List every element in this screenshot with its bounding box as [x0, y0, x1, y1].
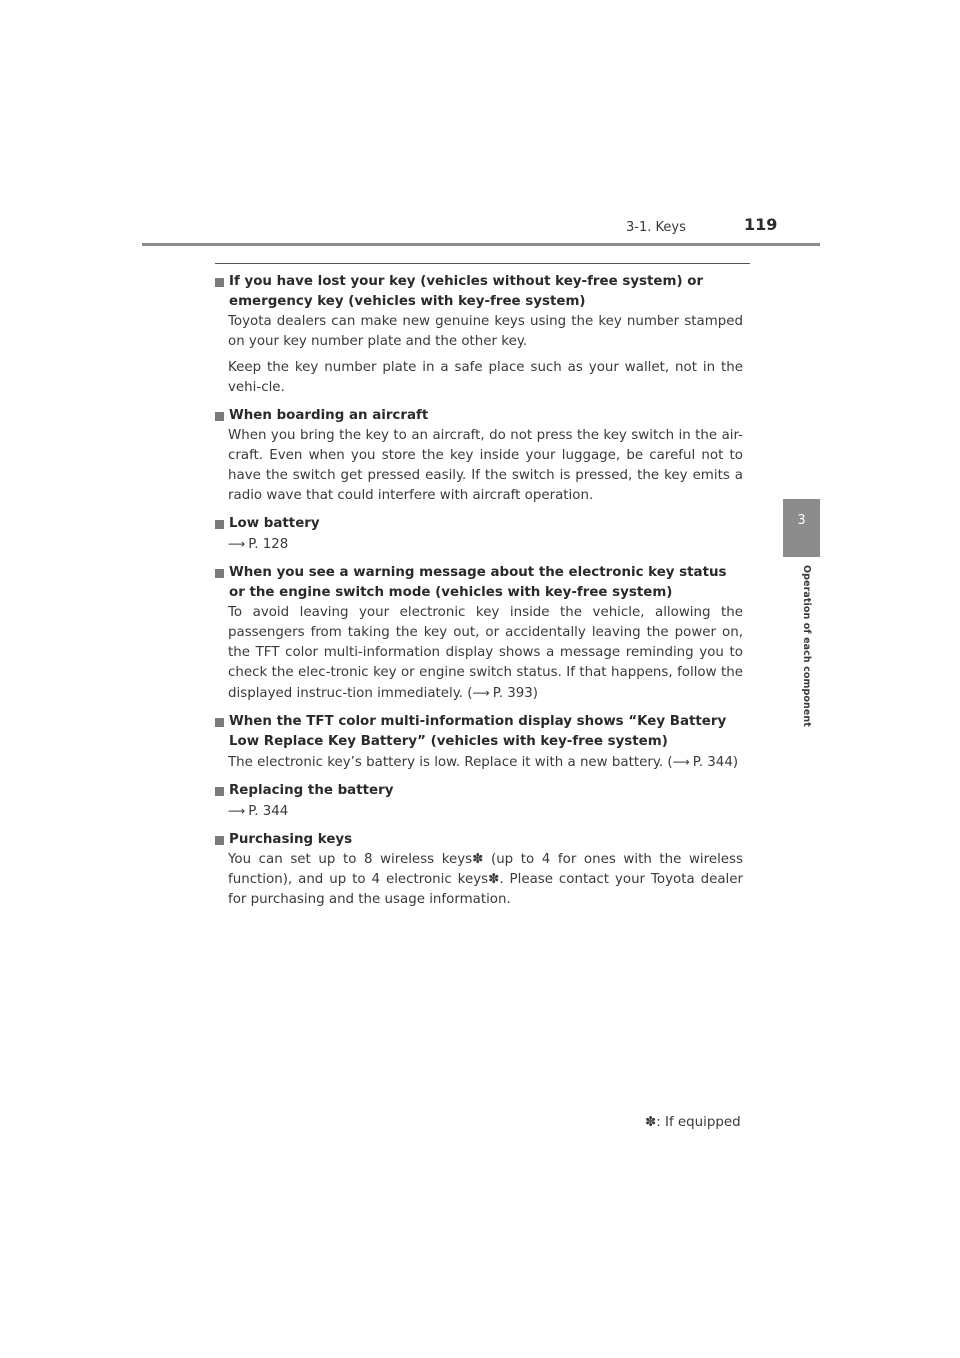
reference-text: P. 344 [248, 804, 289, 819]
header-section-label: 3-1. Keys [626, 220, 686, 235]
asterisk-icon: ✽ [645, 1115, 657, 1130]
paragraph-text: (up to 4 for ones with the wireless function), and up to 4 electronic keys [228, 852, 743, 887]
page-reference-link[interactable] [228, 801, 743, 822]
section-warning-message [215, 563, 743, 704]
paragraph-text: The electronic key’s battery is low. Replace it with a new battery. ( [228, 755, 673, 770]
reference-text: P. 344 [692, 755, 733, 770]
section-aircraft [215, 406, 743, 506]
section-heading [215, 712, 743, 752]
section-lost-key [215, 272, 743, 398]
content-top-rule [215, 263, 750, 264]
arrow-right-icon: ⟶ [228, 804, 246, 818]
chapter-title: Operation of each component [801, 565, 812, 727]
paragraph-text: You can set up to 8 wireless keys [228, 852, 473, 867]
section-purchasing-keys [215, 830, 743, 910]
footnote [645, 1115, 741, 1130]
square-icon [215, 278, 224, 287]
section-low-battery [215, 514, 743, 555]
footnote-text: : If equipped [656, 1115, 741, 1130]
page-content [215, 272, 743, 918]
paragraph: When you bring the key to an aircraft, do not press the key switch in the air-craft. Even when you store the key inside your luggage, be careful not to have the switch get pressed easily. If the switch is pressed, the key emits a radio wave that could interfere with aircraft operation. [228, 428, 743, 503]
heading-text: Replacing the battery [229, 783, 394, 798]
square-icon [215, 520, 224, 529]
section-key-battery-low [215, 712, 743, 773]
section-heading [215, 514, 743, 534]
header-rule [142, 243, 820, 246]
heading-text: When the TFT color multi-information display shows “Key Battery Low Replace Key Battery” (vehicles with key-free system) [229, 714, 727, 749]
paragraph: Keep the key number plate in a safe place such as your wallet, not in the vehi-cle. [228, 360, 743, 395]
paragraph-text-end: ) [732, 755, 739, 770]
page-reference-link[interactable] [673, 755, 733, 770]
asterisk-icon: ✽ [472, 852, 484, 867]
heading-text: Low battery [229, 516, 320, 531]
section-heading [215, 781, 743, 801]
square-icon [215, 718, 224, 727]
reference-text: P. 393 [492, 686, 533, 701]
paragraph-text-end: ) [532, 686, 539, 701]
heading-text: If you have lost your key (vehicles without key-free system) or emergency key (vehicles with key-free system) [229, 274, 704, 309]
section-heading [215, 563, 743, 603]
section-replacing-battery [215, 781, 743, 822]
paragraph [228, 752, 743, 773]
arrow-right-icon: ⟶ [672, 755, 690, 769]
heading-text: Purchasing keys [229, 832, 353, 847]
paragraph-text: . Please contact your Toyota dealer for purchasing and the usage information. [228, 872, 743, 907]
chapter-tab [783, 499, 820, 557]
section-heading [215, 830, 743, 850]
asterisk-icon: ✽ [488, 872, 500, 887]
arrow-right-icon: ⟶ [472, 686, 490, 700]
chapter-number: 3 [797, 513, 806, 528]
paragraph [228, 850, 743, 910]
heading-text: When you see a warning message about the electronic key status or the engine switch mode (vehicles with key-free system) [229, 565, 727, 600]
paragraph [228, 603, 743, 704]
paragraph-text: To avoid leaving your electronic key inside the vehicle, allowing the passengers from taking the key out, or accidentally leaving the power on, the TFT color multi-information display shows a message reminding you to check the elec-tronic key or engine switch status. If that happens, follow the displayed instruc-tion immediately. ( [228, 605, 743, 701]
page-reference-link[interactable] [473, 686, 533, 701]
heading-text: When boarding an aircraft [229, 408, 429, 423]
section-heading [215, 272, 743, 312]
square-icon [215, 836, 224, 845]
page-number: 119 [744, 215, 778, 234]
section-heading [215, 406, 743, 426]
arrow-right-icon: ⟶ [228, 537, 246, 551]
square-icon [215, 569, 224, 578]
square-icon [215, 412, 224, 421]
page-reference-link[interactable] [228, 534, 743, 555]
paragraph: Toyota dealers can make new genuine keys using the key number stamped on your key number plate and the other key. [228, 314, 743, 349]
square-icon [215, 787, 224, 796]
reference-text: P. 128 [248, 537, 289, 552]
